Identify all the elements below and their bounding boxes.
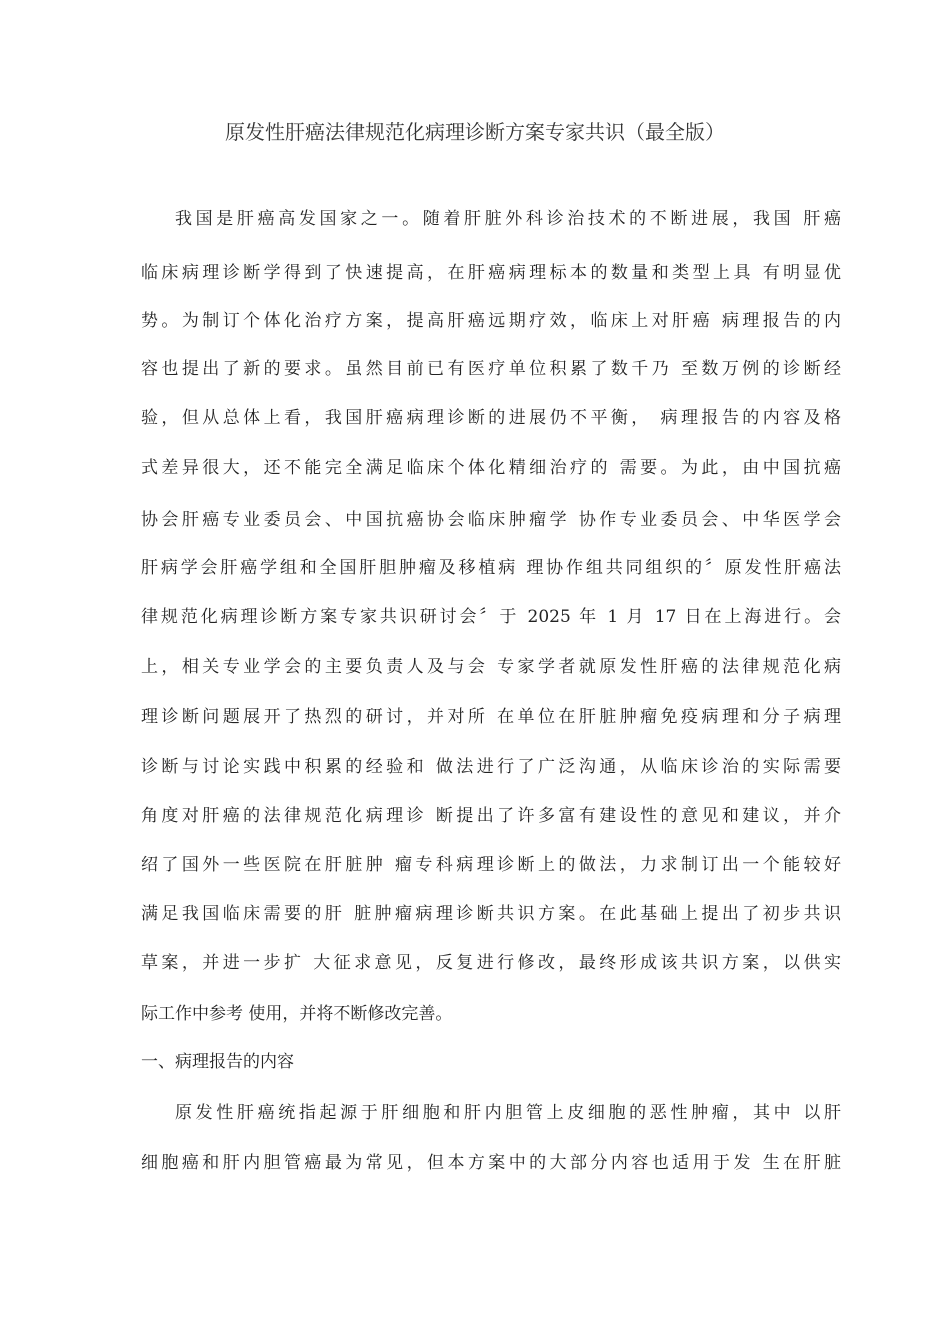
paragraph-1-line-9: 律规范化病理诊断方案专家共识研讨会〞于 2025 年 1 月 17 日在上海进行。会 xyxy=(141,607,841,627)
paragraph-1-line-1: 我国是肝癌高发国家之一。随着肝脏外科诊治技术的不断进展，我国 肝癌 xyxy=(175,209,841,229)
paragraph-1-line-14: 绍了国外一些医院在肝脏肿 瘤专科病理诊断上的做法，力求制订出一个能较好 xyxy=(141,855,841,875)
paragraph-1-line-15: 满足我国临床需要的肝 脏肿瘤病理诊断共识方案。在此基础上提出了初步共识 xyxy=(141,904,841,924)
paragraph-1-line-11: 理诊断问题展开了热烈的研讨，并对所 在单位在肝脏肿瘤免疫病理和分子病理 xyxy=(141,707,841,727)
paragraph-1-line-16: 草案，并进一步扩 大征求意见，反复进行修改，最终形成该共识方案，以供实 xyxy=(141,953,841,973)
paragraph-1-line-6: 式差异很大，还不能完全满足临床个体化精细治疗的 需要。为此，由中国抗癌 xyxy=(141,458,841,478)
paragraph-1-line-8: 肝病学会肝癌学组和全国肝胆肿瘤及移植病 理协作组共同组织的〞原发性肝癌法 xyxy=(141,558,841,578)
paragraph-1-line-3: 势。为制订个体化治疗方案，提高肝癌远期疗效，临床上对肝癌 病理报告的内 xyxy=(141,311,841,331)
paragraph-1-line-2: 临床病理诊断学得到了快速提高，在肝癌病理标本的数量和类型上具 有明显优 xyxy=(141,263,841,283)
paragraph-1-line-13: 角度对肝癌的法律规范化病理诊 断提出了许多富有建设性的意见和建议，并介 xyxy=(141,806,841,826)
paragraph-1-line-7: 协会肝癌专业委员会、中国抗癌协会临床肿瘤学 协作专业委员会、中华医学会 xyxy=(141,510,841,530)
document-title: 原发性肝癌法律规范化病理诊断方案专家共识（最全版） xyxy=(225,120,725,144)
paragraph-1-line-4: 容也提出了新的要求。虽然目前已有医疗单位积累了数千乃 至数万例的诊断经 xyxy=(141,359,841,379)
paragraph-2-line-1: 原发性肝癌统指起源于肝细胞和肝内胆管上皮细胞的恶性肿瘤，其中 以肝 xyxy=(175,1103,841,1123)
paragraph-1-line-10: 上，相关专业学会的主要负责人及与会 专家学者就原发性肝癌的法律规范化病 xyxy=(141,657,841,677)
paragraph-1-line-17: 际工作中参考 使用，并将不断修改完善。 xyxy=(141,1004,453,1024)
paragraph-2-line-2: 细胞癌和肝内胆管癌最为常见，但本方案中的大部分内容也适用于发 生在肝脏 xyxy=(141,1153,841,1173)
paragraph-1-line-5: 验，但从总体上看，我国肝癌病理诊断的进展仍不平衡， 病理报告的内容及格 xyxy=(141,408,841,428)
section-heading: 一、病理报告的内容 xyxy=(141,1052,294,1072)
paragraph-1-line-12: 诊断与讨论实践中积累的经验和 做法进行了广泛沟通，从临床诊治的实际需要 xyxy=(141,757,841,777)
